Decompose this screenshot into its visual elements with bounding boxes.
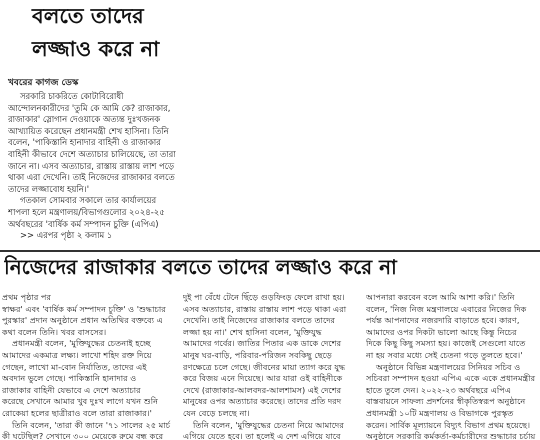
column-line: তিনি বলেন, 'মুক্তিযুদ্ধের চেতনা নিয়ে আমাদের xyxy=(193,419,344,430)
column-line: আপনারা করবেন বলে আমি আশা করি।' তিনি xyxy=(366,292,515,302)
column-line: পুরস্কার' প্রদান অনুষ্ঠানে প্রধান অতিথির বক্তব্যে এ xyxy=(2,315,163,326)
column-line: মানুষ ঘর-বাড়ি, পরিবার-পরিজন সবকিছু ছেড়ে xyxy=(183,349,332,360)
lead-line: জানে না। এসব অত্যাচার, রাস্তায় রাস্তায় লাশ পড়ে xyxy=(8,160,175,171)
column-line: প্রথম পৃষ্ঠার পর xyxy=(2,292,51,302)
column-line: প্রধানমন্ত্রী ১০টি মন্ত্রণালয় ও বিভাগকে পুরস্কৃত xyxy=(366,407,514,418)
lead-line: বলেন, 'পাকিস্তানি হানাদার বাহিনী ও রাজাকার xyxy=(8,137,161,148)
column-line: গেছেন, লাখো মা-বোন নির্যাতিত, তাদের এই xyxy=(2,361,147,372)
top-headline-line-2: লজ্জাও করে না xyxy=(32,37,160,61)
column-line: বলেন, 'নিজ নিজ মন্ত্রণালয়ে এবারের নিজের দিক xyxy=(366,303,527,314)
column-line: বাস্তবায়নে সাফল্য প্রদর্শনের স্বীকৃতিস্বরূপ অনুষ্ঠানে xyxy=(366,396,526,407)
column-line: দেখেনি। তাই নিজেদের রাজাকার বলতে তাদের xyxy=(183,315,336,326)
column-line: রোকেয়া হলের ছাত্রীরাও বলে তারা রাজাকার।' xyxy=(2,407,152,418)
column-1 xyxy=(2,292,176,440)
column-line: কথা বলেন তিনি। খবর বাসসের। xyxy=(2,326,107,337)
column-line: অনুষ্ঠানে সরকারি কর্মকর্তা-কর্মচারীদের শুদ্ধাচার চর্চায় xyxy=(366,431,536,440)
column-line: এগিয়ে যেতে হবে। তা হলেই এ দেশ এগিয়ে যাবে xyxy=(183,431,341,440)
lead-line: আন্দোলনকারীদের 'তুমি কে আমি কে? রাজাকার, xyxy=(8,102,171,113)
column-line: আমাদের গর্বের। জাতির পিতার এক ডাকে দেশের xyxy=(183,338,342,349)
column-line: লজ্জা হয় না।' শেখ হাসিনা বলেন, 'মুক্তিযুদ্ধ xyxy=(183,326,322,337)
column-line: মানুষের ওপর অত্যাচার করেছে। তাদের প্রতি দরদ xyxy=(183,396,342,407)
column-line: স্বাক্ষর' এবং 'বার্ষিক কর্ম সম্পাদন চুক্তি' ও 'শুদ্ধাচার xyxy=(2,303,166,314)
column-line: অবদান ভুলে গেছে। পাকিস্তানি হানাদার ও xyxy=(2,373,137,384)
column-line: করেন। সার্বিক মূল্যায়নে বিদ্যুৎ বিভাগ প্রথম হয়েছে। xyxy=(366,419,531,430)
column-line: আমাদের একমাত্র লক্ষ্য। লাখো শহিদ রক্ত দিয়ে xyxy=(2,349,152,360)
column-line: রণক্ষেত্রে চলে গেছে। জীবনের মায়া ত্যাগ করে যুদ্ধ xyxy=(183,361,346,372)
article-columns xyxy=(0,292,540,440)
column-line: সচিবরা সম্পাদন হওয়া এপিএ একে একে প্রধানমন্ত্রীর xyxy=(366,373,536,384)
lead-line: অর্থবছরের 'বার্ষিক কর্ম সম্পাদন চুক্তি (এপিএ) xyxy=(8,218,159,229)
column-line: যেন বেড়ে চলছে না। xyxy=(183,407,250,418)
column-line: রাজাকার বাহিনী যেভাবে এ দেশে অত্যাচার xyxy=(2,384,141,395)
column-line: দুই পা বেঁধে টেনে ছিঁড়ে গুড়ফিংড় ফেলে রাখা হয়। xyxy=(183,292,345,302)
lead-line: শাপলা হলে মন্ত্রণালয়/বিভাগগুলোর ২০২৪-২৫ xyxy=(8,206,165,217)
lead-line: আখ্যায়িত করেছেন প্রধানমন্ত্রী শেখ হাসিনা। তিনি xyxy=(8,125,169,136)
column-line: দেখে (রাজাকার-আলবদর-আলশামস) এই দেশের xyxy=(183,384,342,395)
byline: খবরের কাগজ ডেস্ক xyxy=(8,78,79,88)
column-line: করে বিজয় এনে দিয়েছে। আর যারা ওই বাহিনীকে xyxy=(183,373,343,384)
continue-note: >> এরপর পৃষ্ঠা ২ কলাম ১ xyxy=(20,230,113,240)
lead-body xyxy=(8,91,248,230)
column-line: প্রধানমন্ত্রী বলেন, 'মুক্তিযুদ্ধের চেতনাই হচ্ছে xyxy=(12,338,151,349)
main-headline: নিজেদের রাজাকার বলতে তাদের লজ্জাও করে না xyxy=(4,255,397,279)
lead-line: তাদের লজ্জাবোধ হয়নি।' xyxy=(8,183,90,194)
lead-line: সরকারি চাকরিতে কোটাবিরোধী xyxy=(20,91,124,101)
column-line: কী ঘটেছিল? সেখানে ৩০০ মেয়েকে রুমে বন্ধ করে xyxy=(2,431,164,440)
lead-line: থাকা এরা দেখেনি। তাই নিজেদের রাজাকার বলতে xyxy=(8,172,175,183)
column-line: না হয় সবার মধ্যে সেই চেতনা গড়ে তুলতে হবে।' xyxy=(366,349,523,360)
lead-line: বাহিনী কীভাবে দেশে অত্যাচার চালিয়েছে, তা তারা xyxy=(8,148,176,159)
column-line: পর্যন্ত আপনাদের নজরদারি বাড়াতে হবে। কারণ, xyxy=(366,315,520,326)
top-headline-line-1: বলতে তাদের xyxy=(32,4,144,28)
lead-line: রাজাকার' স্লোগান দেওয়াকে অত্যন্ত দুঃখজনক xyxy=(8,114,161,125)
column-3 xyxy=(366,292,538,440)
column-line: তিনি বলেন, 'তারা কী জানে '৭১ সালের ২৫ মার্চ xyxy=(12,419,171,430)
column-line: আমাদের ওপর দিকটা ভালো আছে কিন্তু নিচের xyxy=(366,326,517,337)
column-line: হাতে তুলে দেন। ২০২২-২৩ অর্থবছরে এপিএ xyxy=(366,384,512,395)
top-headline xyxy=(32,0,232,66)
column-line: করেছে সেখানে আমার খুব দুঃখ লাগে যখন শুনি xyxy=(2,396,158,407)
column-line: অনুষ্ঠানে বিভিন্ন মন্ত্রণালয়ের সিনিয়র সচিব ও xyxy=(376,361,521,372)
column-line: এসব অত্যাচার, রাস্তায় রাস্তায় লাশ পড়ে থাকা এরা xyxy=(183,303,347,314)
lead-line: গতকাল সোমবার সকালে তার কার্যালয়ের xyxy=(20,195,157,206)
column-2 xyxy=(183,292,359,440)
column-line: দিকে কিছু কিছু সমস্যা হয়। কাজেই সেগুলো যাতে xyxy=(366,338,526,349)
